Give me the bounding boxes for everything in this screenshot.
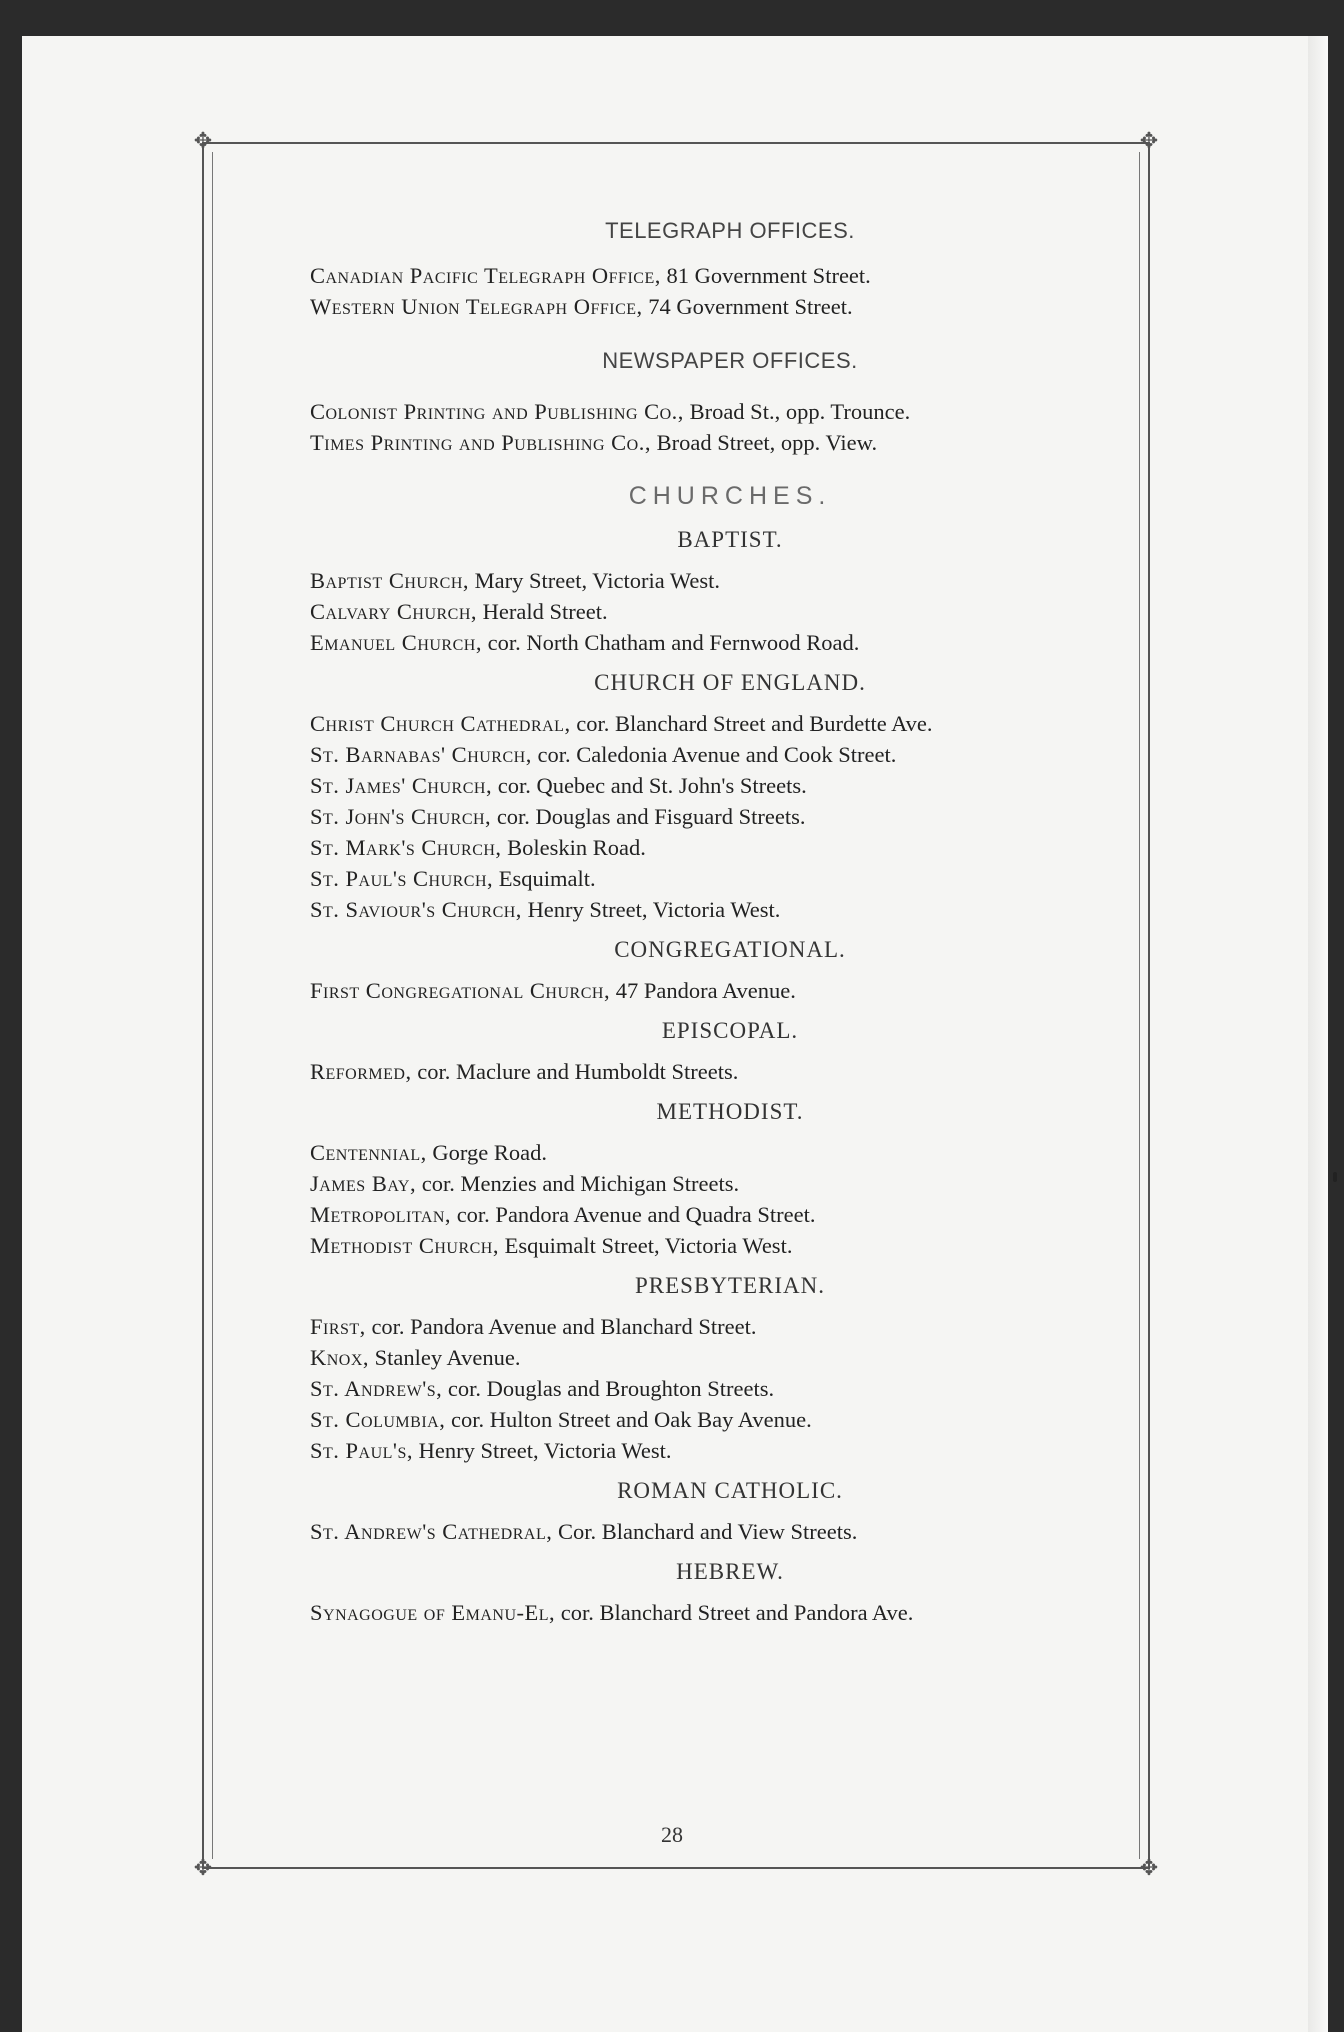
newspaper-section — [310, 348, 1150, 458]
entry-name: Synagogue of Emanu-El, — [310, 1600, 556, 1625]
entry-name: Colonist Printing and Publishing Co., — [310, 399, 684, 424]
entry-name: St. James' Church, — [310, 773, 493, 798]
subsection-heading: CHURCH OF ENGLAND. — [594, 670, 866, 695]
entry-name: Reformed, — [310, 1059, 412, 1084]
entry-name: Emanuel Church, — [310, 630, 482, 655]
list-item — [310, 801, 1150, 832]
entry-name: Methodist Church, — [310, 1233, 499, 1258]
entry-address: Esquimalt. — [493, 866, 596, 891]
entry-name: First Congregational Church, — [310, 978, 611, 1003]
list-item — [310, 396, 1150, 427]
corner-ornament-icon: ✥ — [1139, 1856, 1159, 1881]
entry-address: cor. Blanchard Street and Pandora Ave. — [555, 1600, 914, 1625]
list-item — [310, 427, 1150, 458]
entry-name: Christ Church Cathedral, — [310, 711, 571, 736]
list-item — [310, 770, 1150, 801]
entry-name: Calvary Church, — [310, 599, 478, 624]
entry-name: Canadian Pacific Telegraph Office, — [310, 263, 661, 288]
list-item — [310, 1311, 1150, 1342]
entry-address: cor. Douglas and Broughton Streets. — [442, 1376, 775, 1401]
entry-name: St. Andrew's Cathedral, — [310, 1519, 553, 1544]
entry-name: St. Andrew's, — [310, 1376, 443, 1401]
entry-address: Esquimalt Street, Victoria West. — [498, 1233, 793, 1258]
entry-name: St. Columbia, — [310, 1407, 446, 1432]
entry-address: Stanley Avenue. — [369, 1345, 521, 1370]
subsection-heading: HEBREW. — [676, 1559, 784, 1584]
subsection-heading: METHODIST. — [656, 1099, 804, 1124]
list-item — [310, 1168, 1150, 1199]
entry-address: cor. Hulton Street and Oak Bay Avenue. — [445, 1407, 812, 1432]
entry-address: cor. Menzies and Michigan Streets. — [416, 1171, 740, 1196]
entry-name: St. Barnabas' Church, — [310, 742, 532, 767]
list-item — [310, 565, 1150, 596]
entry-address: cor. Pandora Avenue and Blanchard Street. — [365, 1314, 757, 1339]
entry-name: Western Union Telegraph Office, — [310, 294, 643, 319]
entry-address: Mary Street, Victoria West. — [469, 568, 720, 593]
list-item — [310, 1342, 1150, 1373]
list-item — [310, 708, 1150, 739]
entry-address: cor. Blanchard Street and Burdette Ave. — [570, 711, 933, 736]
subsection-heading: CONGREGATIONAL. — [614, 937, 846, 962]
entry-address: Henry Street, Victoria West. — [521, 897, 781, 922]
list-item — [310, 1404, 1150, 1435]
entry-address: cor. Quebec and St. John's Streets. — [492, 773, 807, 798]
page-number: 28 — [661, 1822, 683, 1847]
entry-address: 47 Pandora Avenue. — [610, 978, 796, 1003]
list-item — [310, 1373, 1150, 1404]
entry-address: cor. North Chatham and Fernwood Road. — [481, 630, 860, 655]
entry-address: cor. Maclure and Humboldt Streets. — [411, 1059, 739, 1084]
entry-name: St. Paul's, — [310, 1438, 414, 1463]
section-heading: CHURCHES. — [628, 482, 832, 510]
entry-name: St. Saviour's Church, — [310, 897, 522, 922]
list-item — [310, 1199, 1150, 1230]
entry-address: Boleskin Road. — [501, 835, 646, 860]
entry-name: Centennial, — [310, 1140, 427, 1165]
list-item — [310, 291, 1150, 322]
entry-address: Cor. Blanchard and View Streets. — [552, 1519, 858, 1544]
list-item — [310, 894, 1150, 925]
corner-ornament-icon: ✥ — [193, 129, 213, 154]
subsection-heading: EPISCOPAL. — [661, 1018, 799, 1043]
list-item — [310, 975, 1150, 1006]
page-content — [310, 218, 1150, 1628]
corner-ornament-icon: ✥ — [1139, 129, 1159, 154]
entry-name: St. John's Church, — [310, 804, 492, 829]
entry-name: St. Mark's Church, — [310, 835, 502, 860]
entry-address: 74 Government Street. — [642, 294, 853, 319]
entry-address: cor. Douglas and Fisguard Streets. — [491, 804, 806, 829]
scan-mark — [1333, 1172, 1337, 1182]
entry-address: Herald Street. — [477, 599, 608, 624]
list-item — [310, 832, 1150, 863]
page-edge — [1308, 36, 1328, 2032]
list-item — [310, 260, 1150, 291]
entry-address: cor. Pandora Avenue and Quadra Street. — [451, 1202, 816, 1227]
list-item — [310, 1597, 1150, 1628]
subsection-heading: ROMAN CATHOLIC. — [617, 1478, 843, 1503]
list-item — [310, 627, 1150, 658]
entry-name: First, — [310, 1314, 366, 1339]
list-item — [310, 1230, 1150, 1261]
section-heading: NEWSPAPER OFFICES. — [602, 348, 858, 373]
list-item — [310, 739, 1150, 770]
list-item — [310, 1137, 1150, 1168]
entry-name: James Bay, — [310, 1171, 417, 1196]
list-item — [310, 1056, 1150, 1087]
entry-address: Broad St., opp. Trounce. — [683, 399, 911, 424]
entry-address: cor. Caledonia Avenue and Cook Street. — [531, 742, 897, 767]
entry-name: Baptist Church, — [310, 568, 469, 593]
entry-name: Knox, — [310, 1345, 370, 1370]
telegraph-section — [310, 218, 1150, 322]
entry-address: Henry Street, Victoria West. — [413, 1438, 672, 1463]
entry-address: Broad Street, opp. View. — [650, 430, 878, 455]
subsection-heading: PRESBYTERIAN. — [635, 1273, 825, 1298]
entry-address: Gorge Road. — [426, 1140, 547, 1165]
list-item — [310, 1435, 1150, 1466]
corner-ornament-icon: ✥ — [193, 1856, 213, 1881]
churches-section — [310, 482, 1150, 1628]
section-heading: TELEGRAPH OFFICES. — [605, 218, 855, 243]
list-item — [310, 596, 1150, 627]
entry-name: St. Paul's Church, — [310, 866, 494, 891]
list-item — [310, 863, 1150, 894]
list-item — [310, 1516, 1150, 1547]
entry-address: 81 Government Street. — [660, 263, 871, 288]
entry-name: Times Printing and Publishing Co., — [310, 430, 651, 455]
entry-name: Metropolitan, — [310, 1202, 452, 1227]
subsection-heading: BAPTIST. — [677, 527, 783, 552]
